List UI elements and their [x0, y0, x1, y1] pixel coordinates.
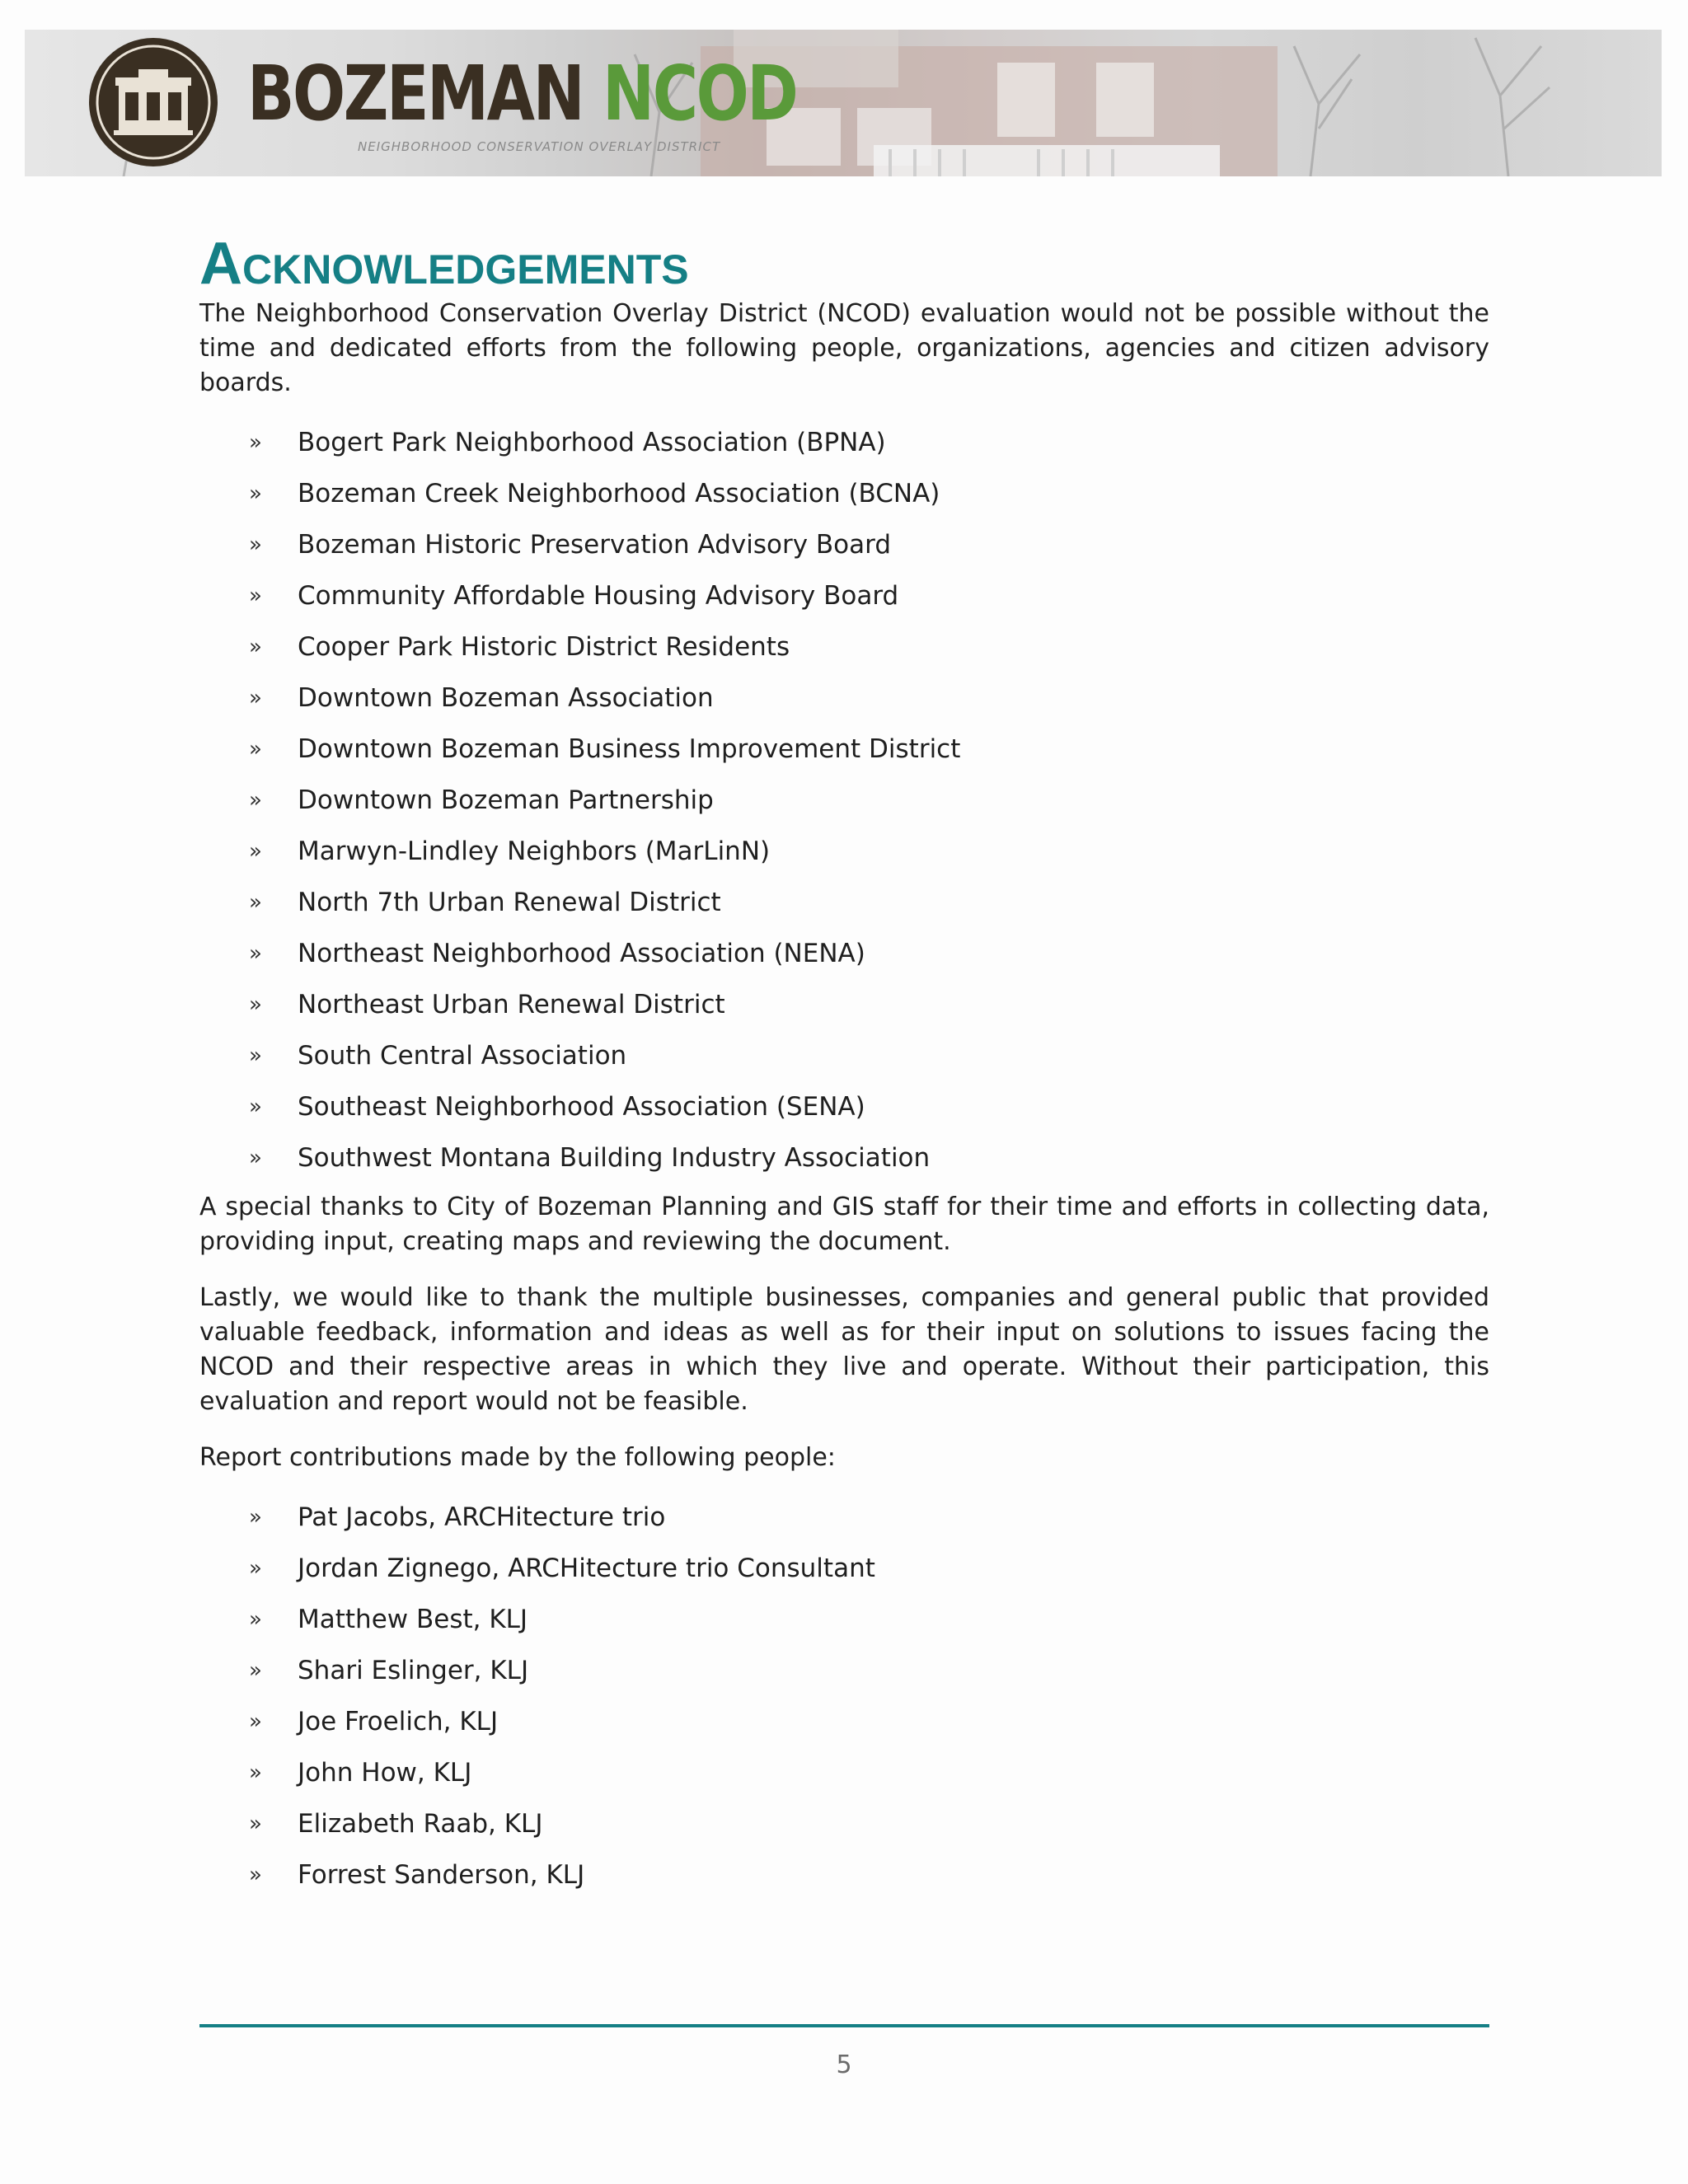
- bullet-glyph: »: [249, 839, 262, 864]
- bullet-glyph: »: [249, 941, 262, 966]
- organization-item-text: Cooper Park Historic District Residents: [298, 632, 790, 662]
- contributor-item-text: Matthew Best, KLJ: [298, 1605, 528, 1634]
- contributors-list: [199, 1492, 1489, 1900]
- contributions-intro: Report contributions made by the following people:: [199, 1443, 836, 1472]
- contributor-item-text: Joe Froelich, KLJ: [298, 1707, 499, 1736]
- organization-item: [199, 1132, 1489, 1183]
- bullet-glyph: »: [249, 481, 262, 506]
- page-title: Acknowledgements: [199, 231, 689, 297]
- organization-item: [199, 1081, 1489, 1132]
- organization-item-text: Northeast Urban Renewal District: [298, 990, 725, 1019]
- special-thanks-paragraph: A special thanks to City of Bozeman Planning and GIS staff for their time and efforts in collecting data, providing input, creating maps and reviewing the document.: [199, 1193, 1489, 1256]
- header-banner: [25, 30, 1662, 176]
- contributor-item-text: Shari Eslinger, KLJ: [298, 1656, 529, 1685]
- contributor-item-text: Forrest Sanderson, KLJ: [298, 1860, 585, 1890]
- bullet-glyph: »: [249, 635, 262, 659]
- ncod-seal-logo: [87, 36, 219, 168]
- organization-item: [199, 621, 1489, 673]
- organization-item: [199, 519, 1489, 570]
- contributor-item: [199, 1645, 1489, 1696]
- organization-item-text: Bogert Park Neighborhood Association (BPNA): [298, 428, 886, 457]
- bullet-glyph: »: [249, 1094, 262, 1119]
- bullet-glyph: »: [249, 890, 262, 915]
- organization-item: [199, 979, 1489, 1030]
- organization-item: [199, 877, 1489, 928]
- organization-item: [199, 673, 1489, 724]
- footer-divider: [199, 2024, 1489, 2027]
- bullet-glyph: »: [249, 1863, 262, 1887]
- organization-item-text: Bozeman Creek Neighborhood Association (BCNA): [298, 479, 940, 509]
- bullet-glyph: »: [249, 1043, 262, 1068]
- organizations-list: [199, 417, 1489, 1183]
- logo-tagline: NEIGHBORHOOD CONSERVATION OVERLAY DISTRICT: [358, 139, 721, 154]
- contributor-item: [199, 1492, 1489, 1543]
- organization-item-text: Downtown Bozeman Business Improvement District: [298, 734, 961, 764]
- contributor-item: [199, 1696, 1489, 1747]
- bullet-glyph: »: [249, 1658, 262, 1683]
- bullet-glyph: »: [249, 1811, 262, 1836]
- contributor-item-text: Pat Jacobs, ARCHitecture trio: [298, 1502, 666, 1532]
- organization-item-text: Southeast Neighborhood Association (SENA): [298, 1092, 865, 1122]
- organization-item: [199, 775, 1489, 826]
- organization-item-text: South Central Association: [298, 1041, 627, 1071]
- organization-item-text: Bozeman Historic Preservation Advisory Board: [298, 530, 892, 560]
- bullet-glyph: »: [249, 1709, 262, 1734]
- organization-item-text: Community Affordable Housing Advisory Board: [298, 581, 899, 611]
- bullet-glyph: »: [249, 1146, 262, 1170]
- bullet-glyph: »: [249, 737, 262, 762]
- contributor-item-text: Jordan Zignego, ARCHitecture trio Consultant: [298, 1554, 875, 1583]
- organization-item-text: Northeast Neighborhood Association (NENA): [298, 939, 865, 968]
- wordmark-ncod: NCOD: [603, 49, 797, 138]
- contributor-item-text: John How, KLJ: [298, 1758, 472, 1788]
- contributor-item: [199, 1594, 1489, 1645]
- organization-item: [199, 468, 1489, 519]
- organization-item: [199, 417, 1489, 468]
- organization-item-text: North 7th Urban Renewal District: [298, 888, 721, 917]
- contributor-item: [199, 1849, 1489, 1900]
- bozeman-ncod-wordmark: [247, 49, 797, 138]
- contributor-item-text: Elizabeth Raab, KLJ: [298, 1809, 543, 1839]
- bullet-glyph: »: [249, 1505, 262, 1530]
- wordmark-bozeman: BOZEMAN: [247, 49, 584, 138]
- page-number: 5: [836, 2050, 852, 2079]
- organization-item: [199, 1030, 1489, 1081]
- bullet-glyph: »: [249, 1607, 262, 1632]
- contributor-item: [199, 1798, 1489, 1849]
- bullet-glyph: »: [249, 686, 262, 710]
- bullet-glyph: »: [249, 1760, 262, 1785]
- organization-item-text: Downtown Bozeman Association: [298, 683, 714, 713]
- organization-item: [199, 724, 1489, 775]
- bullet-glyph: »: [249, 532, 262, 557]
- bullet-glyph: »: [249, 992, 262, 1017]
- organization-item: [199, 826, 1489, 877]
- main-content: [199, 231, 1489, 1900]
- bullet-glyph: »: [249, 788, 262, 813]
- organization-item-text: Downtown Bozeman Partnership: [298, 785, 714, 815]
- contributor-item: [199, 1543, 1489, 1594]
- organization-item-text: Southwest Montana Building Industry Association: [298, 1143, 931, 1173]
- contributor-item: [199, 1747, 1489, 1798]
- organization-item-text: Marwyn-Lindley Neighbors (MarLinN): [298, 837, 771, 866]
- organization-item: [199, 570, 1489, 621]
- bullet-glyph: »: [249, 430, 262, 455]
- bullet-glyph: »: [249, 1556, 262, 1581]
- lastly-paragraph: Lastly, we would like to thank the multiple businesses, companies and general public that provided valuable feedback, information and ideas as well as for their input on solutions to issues facing the NCOD and their respective areas in which they live and operate. Without their participation, this evaluation and report would not be feasible.: [199, 1283, 1489, 1416]
- intro-paragraph: The Neighborhood Conservation Overlay District (NCOD) evaluation would not be possible without the time and dedicated efforts from the following people, organizations, agencies and citizen advisory boards.: [199, 299, 1489, 397]
- bullet-glyph: »: [249, 583, 262, 608]
- organization-item: [199, 928, 1489, 979]
